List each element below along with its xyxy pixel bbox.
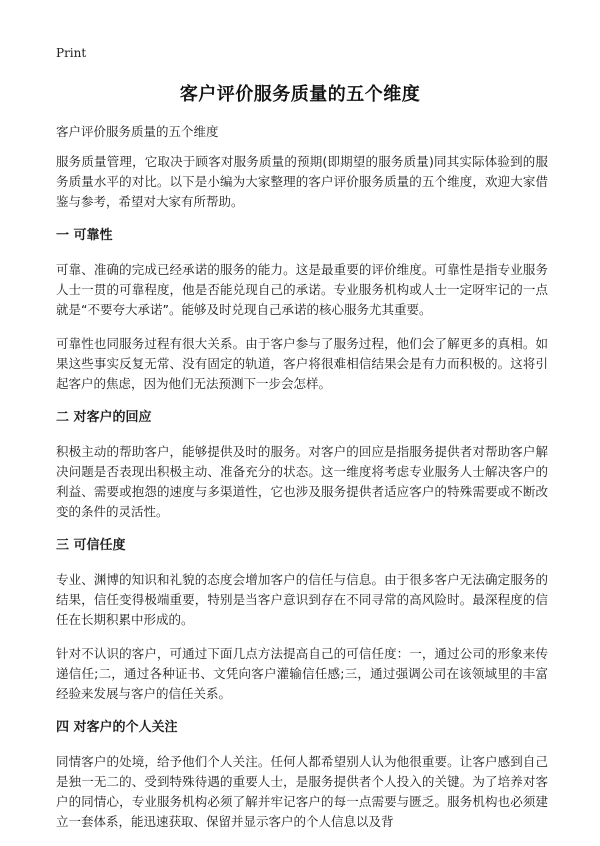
section-heading-personal-attention: 四 对客户的个人关注 — [56, 720, 178, 735]
section-paragraph: 可靠性也同服务过程有很大关系。由于客户参与了服务过程，他们会了解更多的真相。如果这些事实反复无常、没有固定的轨道，客户将很难相信结果会是有力而积极的。这将引起客户的焦虑，因为他们无法预测下一步会怎样。 — [56, 336, 548, 391]
intro-paragraph: 服务质量管理，它取决于顾客对服务质量的预期(即期望的服务质量)同其实际体验到的服务质量水平的对比。以下是小编为大家整理的客户评价服务质量的五个维度，欢迎大家借鉴与参考，希望对大家有所帮助。 — [56, 154, 548, 209]
section-heading-responsiveness: 二 对客户的回应 — [56, 410, 152, 425]
print-label[interactable]: Print — [56, 46, 87, 60]
document-subtitle: 客户评价服务质量的五个维度 — [56, 124, 219, 139]
document-body — [56, 122, 548, 846]
section-paragraph: 积极主动的帮助客户，能够提供及时的服务。对客户的回应是指服务提供者对帮助客户解决问题是否表现出积极主动、准备充分的状态。这一维度将考虑专业服务人士解决客户的利益、需要或抱怨的速度与多渠道性，它也涉及服务提供者适应客户的特殊需要或不断改变的条件的灵活性。 — [56, 444, 548, 519]
page-title: 客户评价服务质量的五个维度 — [179, 84, 421, 105]
section-heading-trust: 三 可信任度 — [56, 538, 126, 553]
section-paragraph: 专业、渊博的知识和礼貌的态度会增加客户的信任与信息。由于很多客户无法确定服务的结果，信任变得极端重要，特别是当客户意识到存在不同寻常的高风险时。最深程度的信任在长期积累中形成的。 — [56, 572, 548, 627]
section-paragraph: 针对不认识的客户，可通过下面几点方法提高自己的可信任度：一，通过公司的形象来传递信任;二，通过各种证书、文凭向客户灌输信任感;三，通过强调公司在该领域里的丰富经验来发展与客户的信任关系。 — [56, 646, 548, 701]
section-heading-reliability: 一 可靠性 — [56, 228, 113, 243]
section-paragraph: 可靠、准确的完成已经承诺的服务的能力。这是最重要的评价维度。可靠性是指专业服务人士一贯的可靠程度，他是否能兑现自己的承诺。专业服务机构或人士一定呀牢记的一点就是“不要夸大承诺”。能够及时兑现自己承诺的核心服务尤其重要。 — [56, 262, 548, 317]
section-paragraph: 同情客户的处境，给予他们个人关注。任何人都希望别人认为他很重要。让客户感到自己是独一无二的、受到特殊待遇的重要人士，是服务提供者个人投入的关键。为了培养对客户的同情心，专业服务机构必须了解并牢记客户的每一点需要与匮乏。服务机构也必须建立一套体系，能迅速获取、保留并显示客户的个人信息以及背 — [56, 754, 548, 829]
